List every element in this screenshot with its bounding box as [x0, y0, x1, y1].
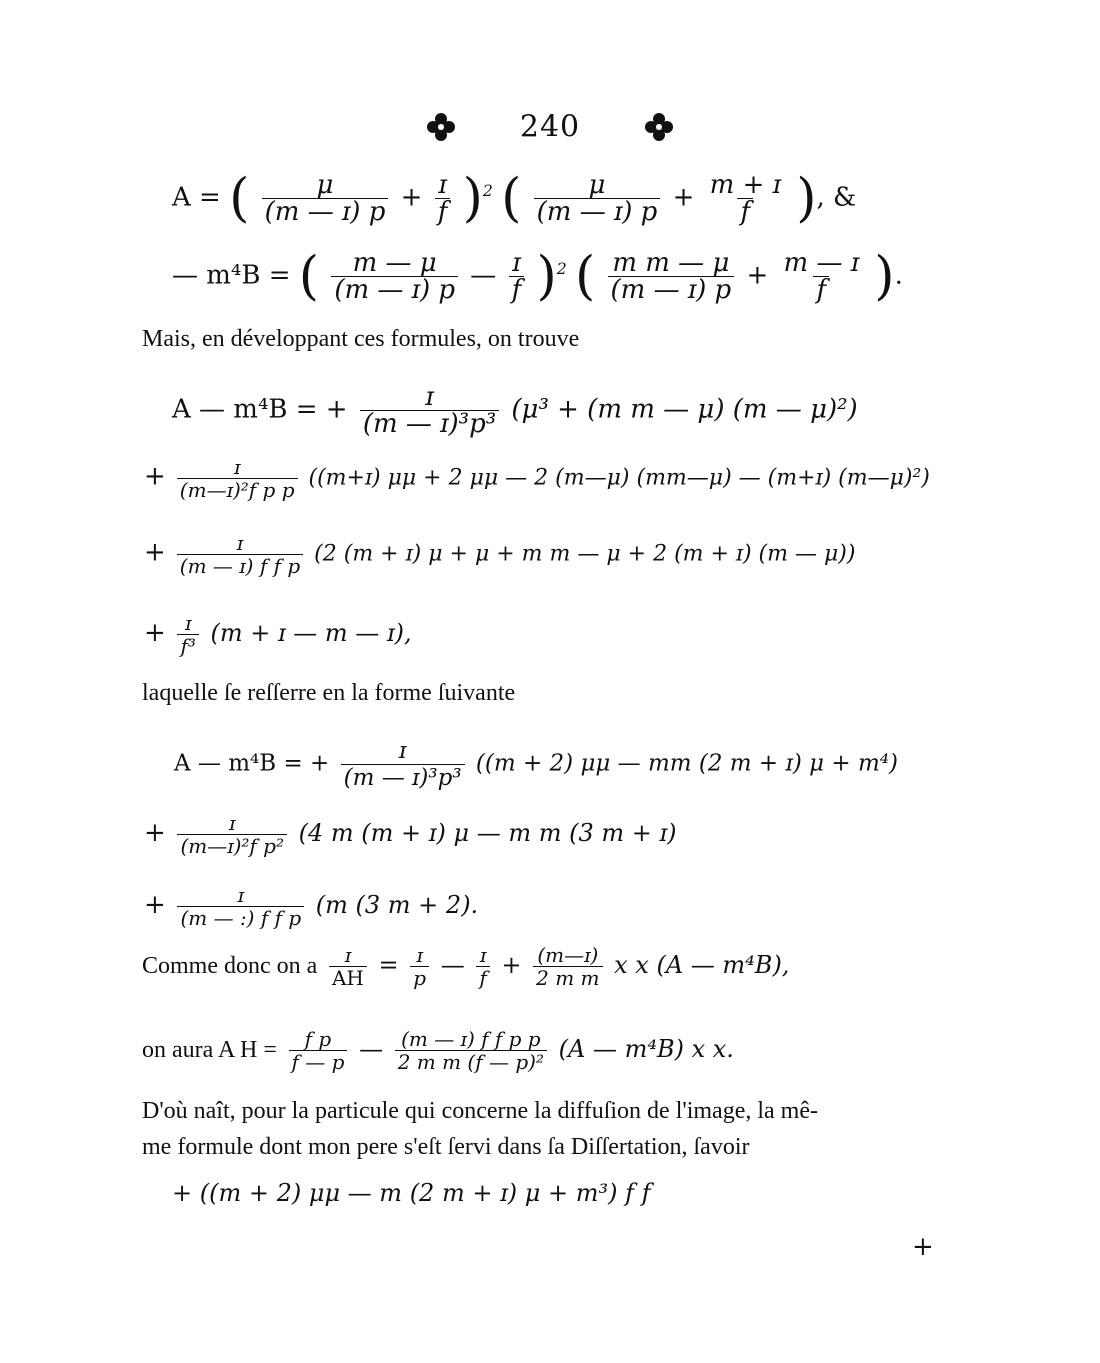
denominator: f — p [289, 1050, 348, 1073]
numerator: m + ɪ [709, 170, 781, 200]
paren-close: ) [796, 168, 817, 229]
numerator: ɪ [416, 943, 423, 967]
fraction [262, 172, 389, 225]
term-body: (4 m (m + ɪ) μ — m m (3 m + ɪ) [298, 819, 677, 847]
expansion1-line1 [172, 384, 858, 437]
numerator: f p [304, 1027, 332, 1051]
denominator: p [410, 966, 429, 989]
fraction [177, 532, 303, 577]
operator: + [400, 182, 423, 213]
expansion1-line2 [144, 456, 930, 501]
numerator: ɪ [237, 883, 244, 907]
paragraph-dou-line2: me formule dont mon pere s'eſt ſervi dans ſa Diſſertation, ſavoir [142, 1134, 750, 1160]
exponent: 2 [482, 181, 493, 200]
operator: — [440, 951, 465, 979]
denominator: (m — ɪ) f f p [177, 554, 303, 577]
term-body: ((m+ɪ) μμ + 2 μμ — 2 (m—μ) (mm—μ) — (m+ɪ) (m—μ)²) [308, 465, 930, 491]
operator: + [144, 818, 166, 848]
operator: + [144, 618, 166, 648]
denominator: (m — ɪ)³p³ [360, 410, 499, 437]
formula-lhs: A — m⁴B = + [172, 394, 348, 425]
denominator: (m—ɪ)²f p p [177, 478, 298, 501]
denominator: (m — ɪ) p [331, 276, 458, 303]
operator: + [144, 537, 166, 568]
expansion1-line4 [144, 612, 412, 657]
numerator: m m — μ [612, 248, 730, 278]
expansion2-line3 [144, 884, 478, 929]
fraction [410, 944, 429, 989]
paren-close: ) [874, 246, 895, 307]
denominator: f [435, 198, 451, 225]
fraction [331, 250, 458, 303]
denominator: f [509, 276, 525, 303]
fraction [177, 456, 298, 501]
numerator: ɪ [479, 943, 487, 967]
paragraph-laquelle: laquelle ſe reſſerre en la forme ſuivante [142, 680, 516, 706]
denominator: (m — ɪ) p [262, 198, 389, 225]
numerator: ɪ [438, 170, 447, 200]
catchword: + [912, 1232, 934, 1262]
fraction [534, 172, 661, 225]
numerator: μ [316, 170, 334, 200]
denominator: (m—ɪ)²f p² [177, 834, 287, 857]
numerator: (m—ɪ) [537, 943, 599, 967]
term-body: ((m + 2) μμ — mm (2 m + ɪ) μ + m⁴) [475, 750, 898, 777]
formula-b-definition [172, 246, 903, 307]
denominator: f³ [177, 634, 198, 657]
paren-open: ( [298, 246, 320, 307]
numerator: μ [588, 170, 606, 200]
denominator: AH [329, 966, 367, 989]
fraction [476, 944, 489, 989]
numerator: ɪ [229, 811, 236, 835]
numerator: m — ɪ [783, 248, 860, 278]
formula-lhs: A — m⁴B = + [174, 750, 330, 777]
operator: + [672, 182, 695, 213]
numerator: ɪ [344, 943, 352, 967]
operator: + [144, 461, 166, 492]
formula-a-definition [172, 168, 857, 229]
paren-open: ( [574, 246, 596, 307]
comme-equation [142, 944, 789, 989]
numerator: ɪ [425, 382, 434, 412]
numerator: ɪ [512, 248, 521, 278]
ornament-right-icon [642, 110, 676, 144]
denominator: f [476, 966, 489, 989]
denominator: 2 m m (f — p)² [395, 1050, 547, 1073]
formula-lhs: A = [172, 182, 221, 213]
fraction [509, 250, 525, 303]
denominator: (m — :) f f p [177, 906, 304, 929]
paren-close: ) [462, 168, 483, 229]
fraction [341, 738, 465, 791]
fraction [395, 1028, 547, 1073]
fraction [707, 172, 784, 225]
term-body: (2 (m + ɪ) μ + μ + m m — μ + 2 (m + ɪ) (m — μ)) [314, 541, 856, 567]
formula-lhs: — m⁴B = [172, 260, 291, 291]
fraction [533, 944, 602, 989]
numerator: ɪ [236, 531, 244, 555]
operator: — [359, 1035, 384, 1063]
formula-tail: . [894, 260, 903, 291]
expansion1-line3 [144, 532, 855, 577]
term-body: (m + ɪ — m — ɪ), [210, 619, 412, 647]
paragraph-intro: Mais, en développant ces formules, on trouve [142, 326, 580, 352]
term-body: (μ³ + (m m — μ) (m — μ)²) [511, 394, 858, 425]
fraction [360, 384, 499, 437]
term-body: (m (3 m + 2). [315, 891, 479, 919]
fraction [289, 1028, 348, 1073]
denominator: f [813, 276, 829, 303]
paren-open: ( [229, 168, 250, 229]
fraction [177, 612, 198, 657]
fraction [177, 812, 287, 857]
fraction [329, 944, 367, 989]
operator: = [378, 951, 399, 979]
denominator: (m — ɪ) p [534, 198, 661, 225]
formula-tail: , & [816, 182, 857, 213]
denominator: 2 m m [533, 966, 602, 989]
numerator: ɪ [398, 738, 407, 764]
numerator: ɪ [233, 455, 241, 479]
denominator: (m — ɪ)³p³ [341, 764, 465, 791]
comme-text: Comme donc on a [142, 953, 318, 979]
exponent: 2 [556, 259, 567, 278]
term-body: x x (A — m⁴B), [614, 951, 790, 979]
ornament-left-icon [424, 110, 458, 144]
denominator: f [737, 198, 753, 225]
page-header [0, 108, 1100, 145]
fraction [435, 172, 451, 225]
expansion2-line2 [144, 812, 677, 857]
numerator: m — μ [352, 248, 437, 278]
page-number: 240 [519, 109, 581, 145]
paren-open: ( [501, 168, 522, 229]
fraction [608, 250, 735, 303]
paragraph-dou-line1: D'où naît, pour la particule qui concerne la diffuſion de l'image, la mê- [142, 1098, 818, 1124]
final-formula-line: + ((m + 2) μμ — m (2 m + ɪ) μ + m³) f f [172, 1179, 651, 1207]
expansion2-line1 [174, 738, 898, 791]
operator: + [746, 260, 769, 291]
aura-equation [142, 1028, 734, 1073]
fraction [781, 250, 863, 303]
fraction [177, 884, 304, 929]
operator: + [501, 951, 522, 979]
paren-close: ) [536, 246, 557, 307]
numerator: (m — ɪ) f f p p [401, 1027, 541, 1051]
denominator: (m — ɪ) p [608, 276, 735, 303]
operator: + [144, 890, 166, 920]
on-aura-text: on aura A H = [142, 1037, 277, 1063]
numerator: ɪ [184, 611, 192, 635]
operator: — [470, 260, 497, 291]
term-body: (A — m⁴B) x x. [558, 1035, 734, 1063]
